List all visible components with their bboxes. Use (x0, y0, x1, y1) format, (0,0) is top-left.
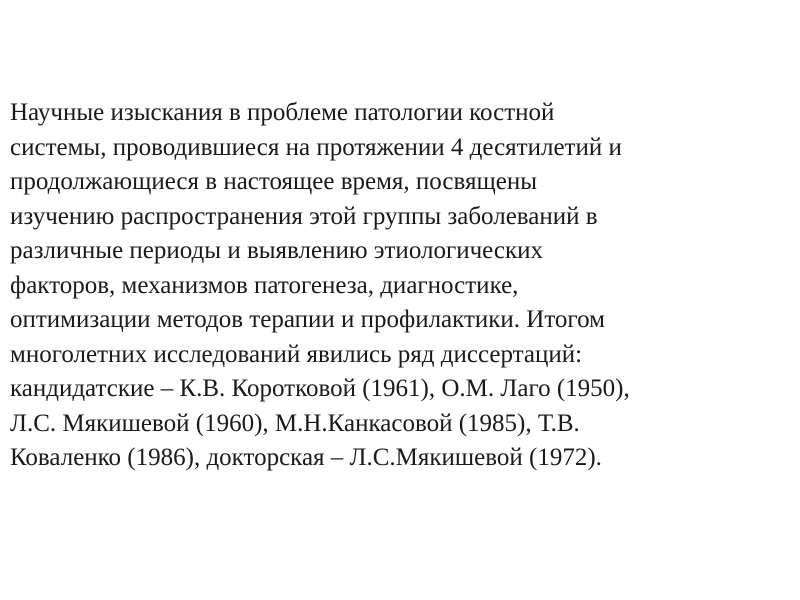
body-paragraph (10, 96, 790, 476)
paragraph-line: системы, проводившиеся на протяжении 4 десятилетий и (10, 133, 622, 161)
paragraph-line: различные периоды и выявлению этиологических (10, 237, 544, 264)
paragraph-line: оптимизации методов терапии и профилактики. Итогом (10, 306, 605, 333)
paragraph-line: изучению распространения этой группы заболеваний в (10, 202, 598, 230)
paragraph-line: продолжающиеся в настоящее время, посвящены (10, 168, 538, 195)
paragraph-line: Коваленко (1986), докторская – Л.С.Мякишевой (1972). (10, 444, 602, 471)
paragraph-line: Научные изыскания в проблеме патологии костной (10, 99, 555, 126)
paragraph-line: кандидатские – К.В. Коротковой (1961), О.М. Лаго (1950), (10, 375, 630, 402)
paragraph-line: факторов, механизмов патогенеза, диагностике, (10, 271, 519, 299)
paragraph-line: многолетних исследований явились ряд диссертаций: (10, 340, 583, 368)
paragraph-line: Л.С. Мякишевой (1960), М.Н.Канкасовой (1985), Т.В. (10, 409, 580, 437)
